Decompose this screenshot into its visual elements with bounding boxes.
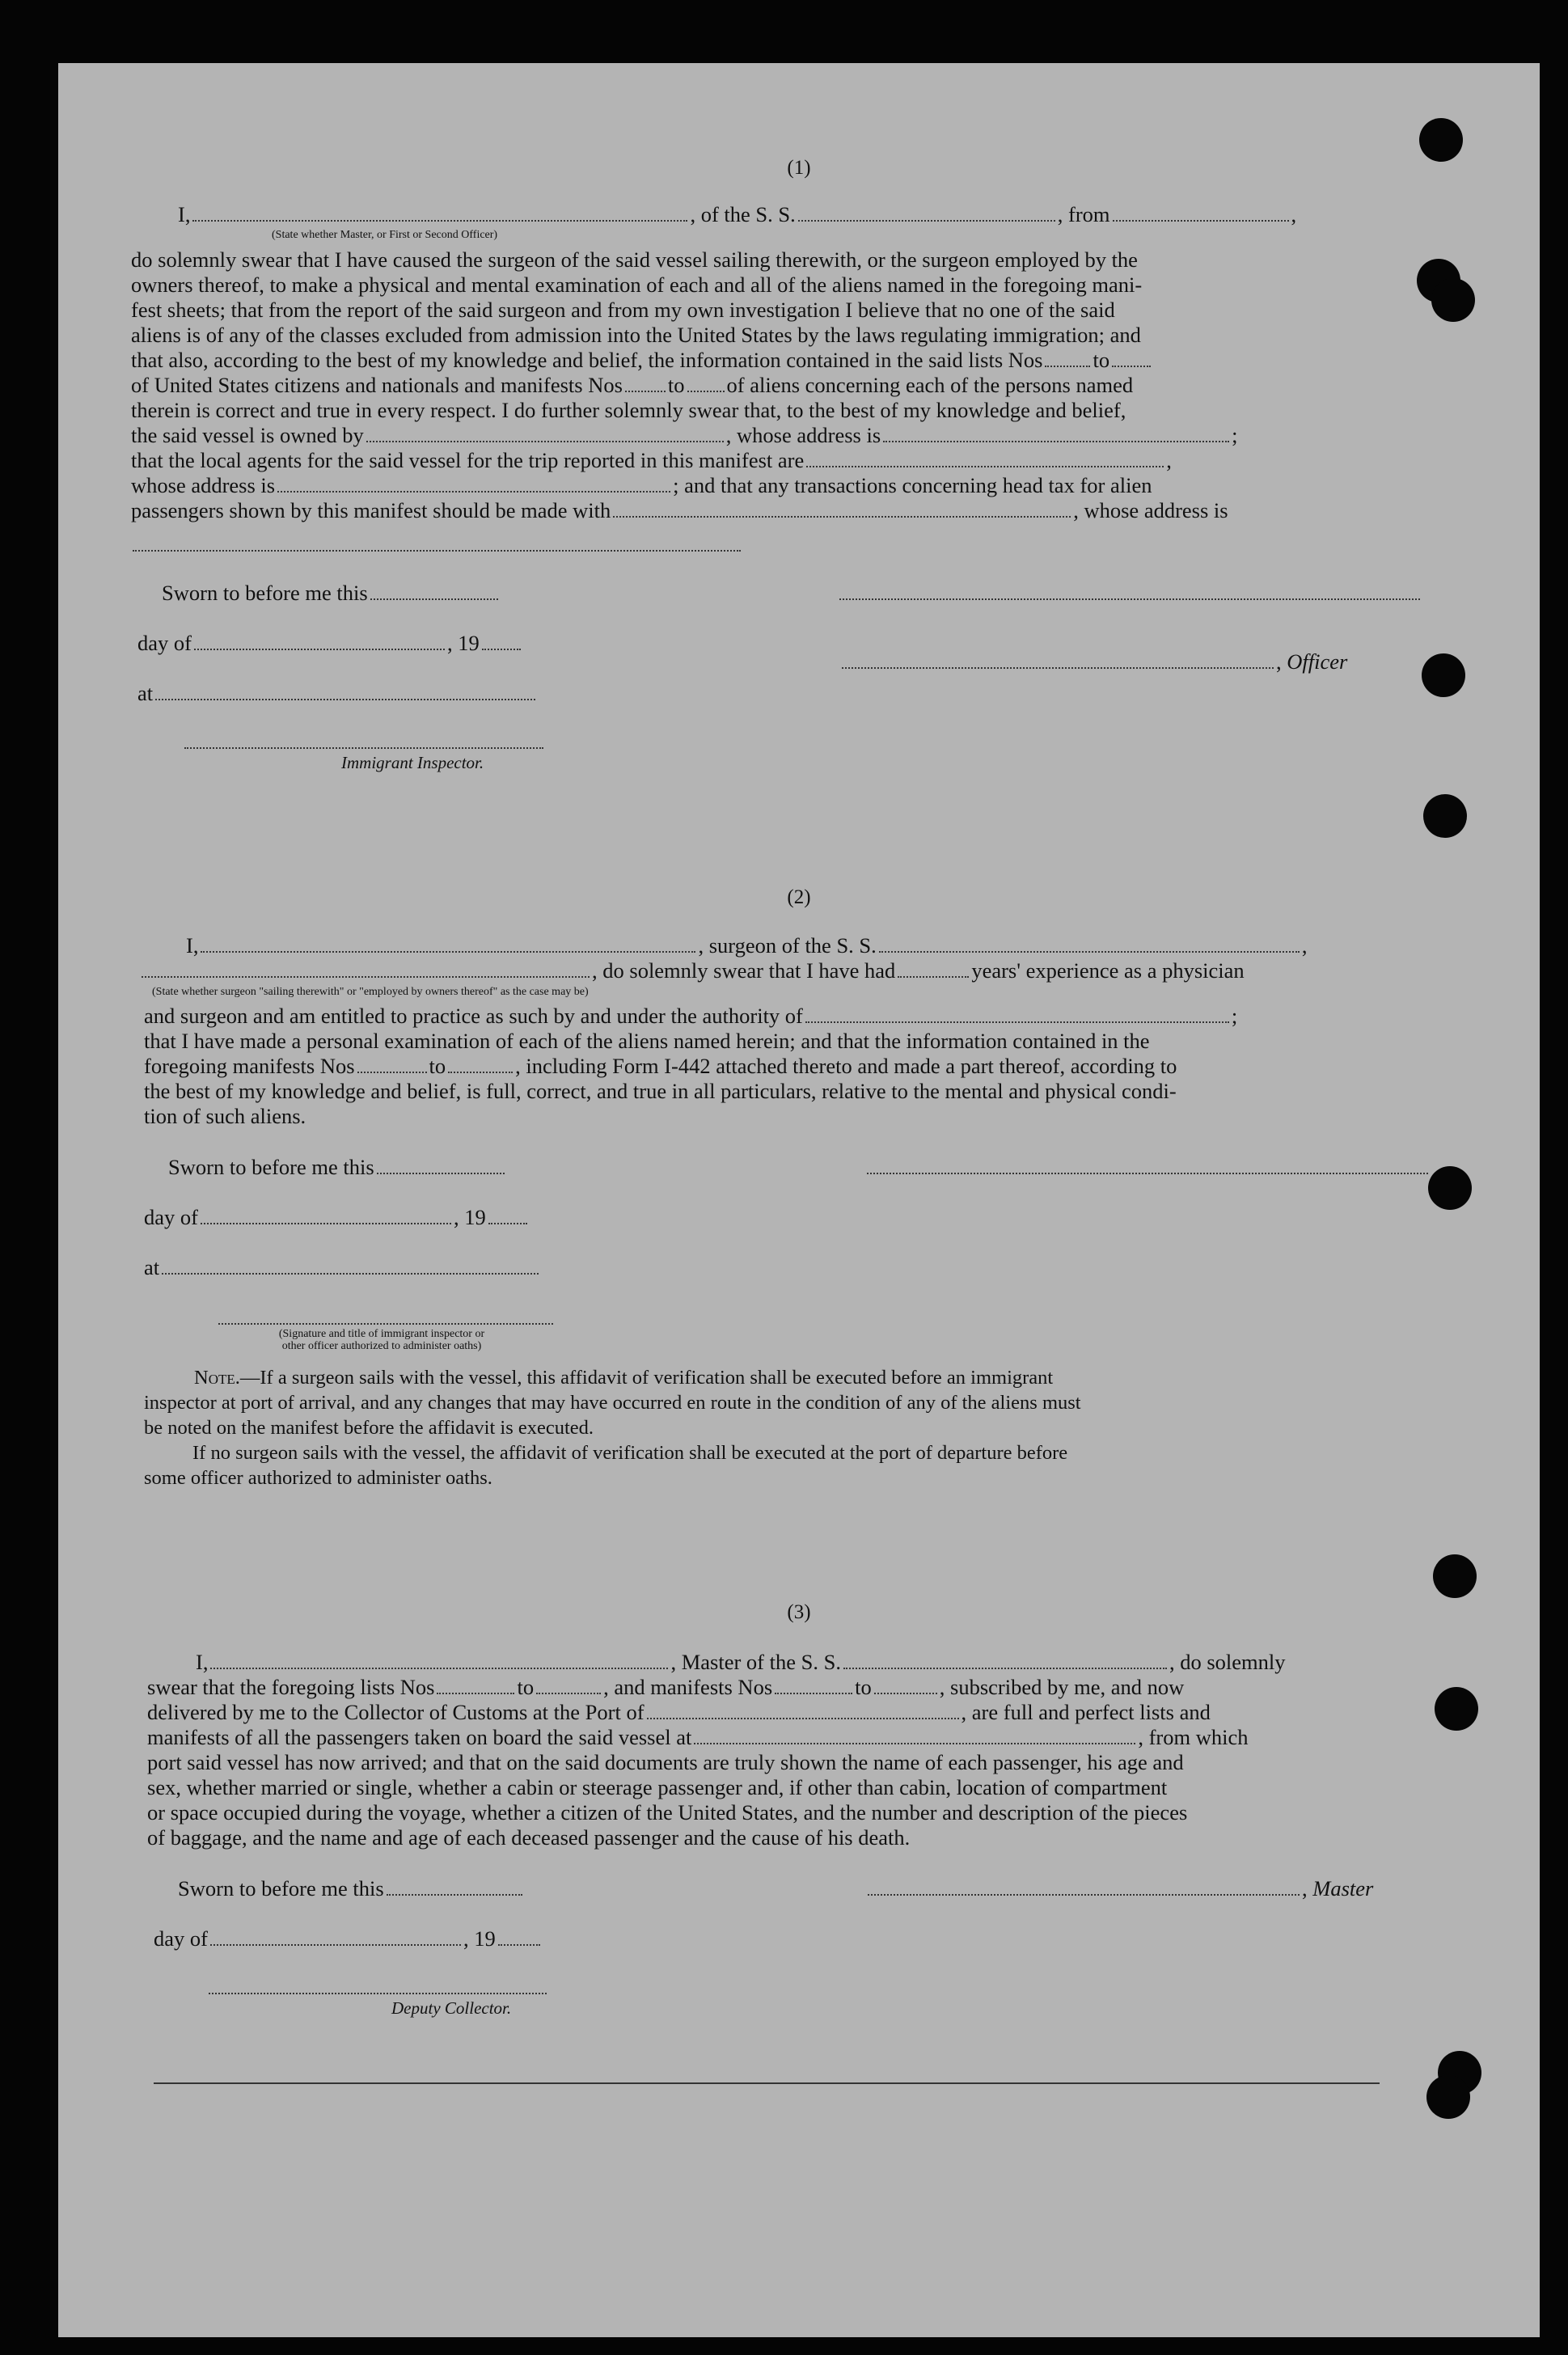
s3-para-line: or space occupied during the voyage, whether a citizen of the United States, and the number and description of the pieces <box>147 1800 1188 1824</box>
agents-address-blank[interactable] <box>277 488 670 493</box>
s2-at: at <box>144 1255 541 1280</box>
at-place-blank[interactable] <box>155 696 535 700</box>
s1-para-line: owners thereof, to make a physical and mental examination of each and all of the aliens named in the foregoing mani- <box>131 273 1143 297</box>
punch-hole <box>1422 653 1465 697</box>
s3-master-line: , Master <box>865 1876 1373 1901</box>
note-line: inspector at port of arrival, and any changes that may have occurred en route in the condition of any of the aliens must <box>144 1392 1081 1414</box>
punch-hole <box>1431 278 1475 322</box>
s1-sworn: Sworn to before me this <box>162 581 501 606</box>
section-1-number: (1) <box>787 157 811 179</box>
s3-lists-from-blank[interactable] <box>437 1689 514 1694</box>
ship-name-blank[interactable] <box>798 217 1055 222</box>
note-line: Note.—If a surgeon sails with the vessel, this affidavit of verification shall be executed before an immigrant <box>194 1367 1054 1389</box>
s1-para-line: that also, according to the best of my knowledge and belief, the information contained in the said lists Nos to <box>131 348 1153 373</box>
s1-para-line: of United States citizens and nationals and manifests Nos to of aliens concerning each of the persons named <box>131 373 1134 397</box>
s3-manifests-from-blank[interactable] <box>775 1689 852 1694</box>
officer-signature-line[interactable] <box>839 598 1420 600</box>
s2-signature-hint: (Signature and title of immigrant inspector or other officer authorized to administer oaths) <box>278 1328 485 1352</box>
s3-manifests-to-blank[interactable] <box>874 1689 937 1694</box>
s2-inspector-signature-line[interactable] <box>218 1323 553 1325</box>
s3-sworn: Sworn to before me this <box>178 1876 525 1901</box>
s2-para-line: foregoing manifests Nos to , including Form I-442 attached thereto and made a part thereof, according to <box>144 1054 1177 1078</box>
s3-sworn-day-blank[interactable] <box>387 1891 522 1896</box>
punch-hole <box>1428 1166 1472 1210</box>
s2-ship-blank[interactable] <box>879 948 1300 953</box>
s3-year-blank[interactable] <box>498 1941 540 1946</box>
s3-para-line: port said vessel has now arrived; and that on the said documents are truly shown the name of each passenger, his age and <box>147 1750 1184 1774</box>
s3-para-line: manifests of all the passengers taken on board the said vessel at , from which <box>147 1725 1249 1749</box>
s1-para-line: that the local agents for the said vessel for the trip reported in this manifest are , <box>131 448 1172 472</box>
s3-para-line: of baggage, and the name and age of each deceased passenger and the cause of his death. <box>147 1825 911 1850</box>
s1-officer-line: , Officer <box>839 649 1347 674</box>
s1-officer-hint: (State whether Master, or First or Second Officer) <box>272 229 498 241</box>
bottom-rule <box>154 2082 1380 2084</box>
local-agents-blank[interactable] <box>806 463 1164 467</box>
s2-year-blank[interactable] <box>488 1220 527 1224</box>
s2-para-line: that I have made a personal examination of each of the aliens named herein; and that the information contained in the <box>144 1029 1150 1053</box>
surgeon-type-blank[interactable] <box>142 973 590 978</box>
owner-blank[interactable] <box>366 438 724 442</box>
sworn-day-blank[interactable] <box>370 595 498 600</box>
s1-para-line: fest sheets; that from the report of the said surgeon and from my own investigation I believe that no one of the said <box>131 298 1115 322</box>
master-signature-blank[interactable] <box>868 1891 1300 1896</box>
collector-port-blank[interactable] <box>647 1714 959 1719</box>
s3-ship-blank[interactable] <box>843 1664 1167 1669</box>
deputy-signature-line[interactable] <box>209 1993 547 1994</box>
from-port-blank[interactable] <box>1113 217 1289 222</box>
s1-para-line: the said vessel is owned by , whose address is ; <box>131 423 1238 447</box>
s1-para-line: aliens is of any of the classes excluded from admission into the United States by the laws regulating immigration; and <box>131 323 1141 347</box>
year-blank[interactable] <box>482 645 521 650</box>
s3-day-of-blank[interactable] <box>210 1941 461 1946</box>
s2-manifests-from-blank[interactable] <box>357 1068 427 1073</box>
s1-para-line: do solemnly swear that I have caused the surgeon of the said vessel sailing therewith, or the surgeon employed by the <box>131 247 1138 272</box>
s1-line-1: I, , of the S. S. , from , <box>178 202 1297 226</box>
s2-para-line: the best of my knowledge and belief, is full, correct, and true in all particulars, relative to the mental and physical condi- <box>144 1079 1177 1103</box>
form-page <box>58 63 1540 2337</box>
years-experience-blank[interactable] <box>898 973 969 978</box>
s2-at-place-blank[interactable] <box>162 1270 539 1275</box>
lists-from-blank[interactable] <box>1045 362 1090 367</box>
punch-hole <box>1435 1687 1478 1731</box>
s3-para-line: delivered by me to the Collector of Customs at the Port of , are full and perfect lists and <box>147 1700 1211 1724</box>
s1-at: at <box>137 681 538 706</box>
punch-hole <box>1426 2075 1470 2119</box>
inspector-signature-line[interactable] <box>184 747 543 749</box>
authority-blank[interactable] <box>805 1018 1229 1023</box>
s1-dayof: day of , 19 <box>137 631 523 656</box>
head-tax-contact-blank[interactable] <box>613 513 1071 518</box>
s3-dayof: day of , 19 <box>154 1926 543 1951</box>
boarding-port-blank[interactable] <box>694 1740 1135 1744</box>
s1-para-line: passengers shown by this manifest should be made with , whose address is <box>131 498 1228 522</box>
owner-address-blank[interactable] <box>883 438 1229 442</box>
head-tax-address-blank[interactable] <box>133 550 741 552</box>
s3-para-line: swear that the foregoing lists Nos to , and manifests Nos to , subscribed by me, and now <box>147 1675 1185 1699</box>
s2-para-line: and surgeon and am entitled to practice as such by and under the authority of ; <box>144 1004 1238 1028</box>
note-line: be noted on the manifest before the affidavit is executed. <box>144 1417 594 1439</box>
immigrant-inspector-label: Immigrant Inspector. <box>341 753 484 772</box>
s2-day-of-blank[interactable] <box>201 1220 451 1224</box>
s1-para-line: therein is correct and true in every respect. I do further solemnly swear that, to the best of my knowledge and belief, <box>131 398 1126 422</box>
s2-sworn: Sworn to before me this <box>168 1155 507 1180</box>
s2-para-line: tion of such aliens. <box>144 1104 306 1128</box>
s2-sworn-day-blank[interactable] <box>377 1169 505 1174</box>
manifests-from-blank[interactable] <box>625 387 666 392</box>
punch-hole <box>1423 794 1467 838</box>
punch-hole <box>1433 1554 1477 1598</box>
note-line: If no surgeon sails with the vessel, the affidavit of verification shall be executed at the port of departure before <box>192 1442 1068 1464</box>
deputy-collector-label: Deputy Collector. <box>391 1998 512 2018</box>
surgeon-name-blank[interactable] <box>201 948 695 953</box>
s3-line-1: I, , Master of the S. S. , do solemnly <box>196 1650 1286 1674</box>
manifests-to-blank[interactable] <box>687 387 725 392</box>
note-line: some officer authorized to administer oaths. <box>144 1467 492 1489</box>
s3-lists-to-blank[interactable] <box>536 1689 601 1694</box>
s2-line-1: I, , surgeon of the S. S. , <box>186 933 1308 958</box>
master-name-blank[interactable] <box>210 1664 668 1669</box>
section-2-number: (2) <box>787 886 811 908</box>
s1-para-line: whose address is ; and that any transactions concerning head tax for alien <box>131 473 1152 497</box>
officer-name-blank[interactable] <box>192 217 687 222</box>
day-of-blank[interactable] <box>194 645 445 650</box>
lists-to-blank[interactable] <box>1112 362 1151 367</box>
s3-para-line: sex, whether married or single, whether a cabin or steerage passenger and, if other than cabin, location of compartment <box>147 1775 1168 1799</box>
s2-surgeon-hint: (State whether surgeon "sailing therewith" or "employed by owners thereof" as the case may be) <box>152 986 589 998</box>
s2-manifests-to-blank[interactable] <box>448 1068 513 1073</box>
section-3-number: (3) <box>787 1601 811 1623</box>
s2-line-2: , do solemnly swear that I have had years' experience as a physician <box>139 958 1245 983</box>
officer-title-blank[interactable] <box>842 664 1274 669</box>
surgeon-signature-line[interactable] <box>867 1173 1428 1174</box>
s2-dayof: day of , 19 <box>144 1205 530 1230</box>
punch-hole <box>1419 118 1463 162</box>
